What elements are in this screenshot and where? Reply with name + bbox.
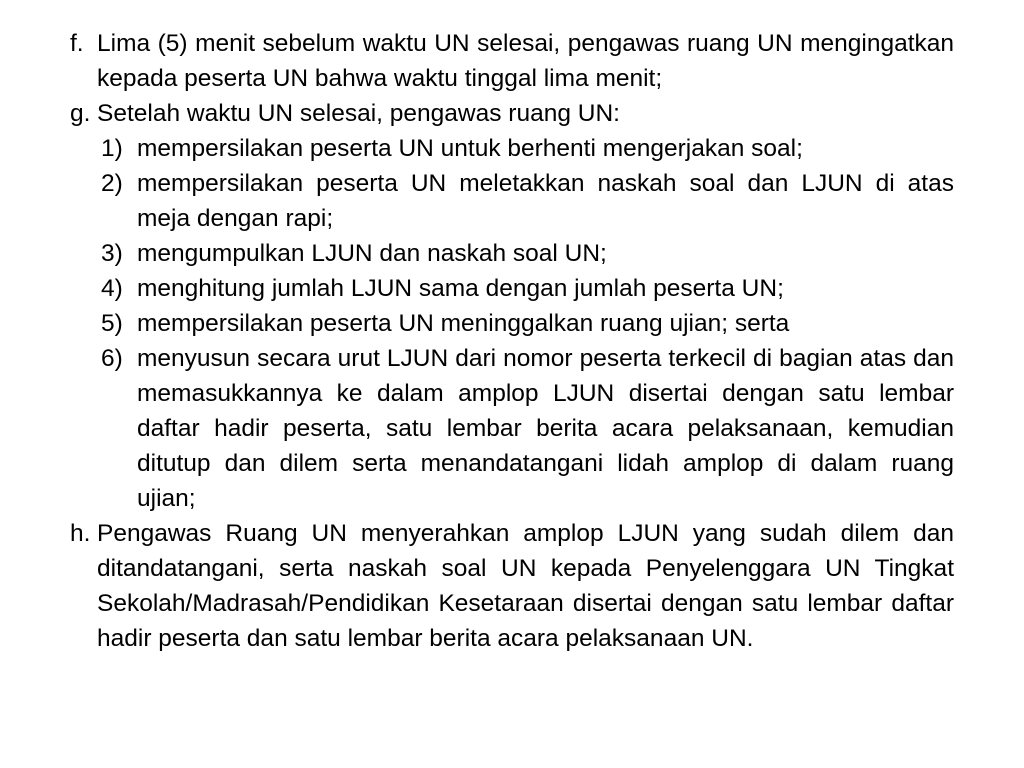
list-item-h xyxy=(70,516,954,656)
item-text: Lima (5) menit sebelum waktu UN selesai, pengawas ruang UN mengingatkan kepada peserta UN bahwa waktu tinggal lima menit; xyxy=(97,30,954,92)
item-text: Setelah waktu UN selesai, pengawas ruang UN: xyxy=(97,100,620,127)
sub-item-3 xyxy=(101,236,954,271)
sub-item-1 xyxy=(101,131,954,166)
sub-item-text: mempersilakan peserta UN meletakkan naskah soal dan LJUN di atas meja dengan rapi; xyxy=(137,170,954,232)
list-item-f xyxy=(70,26,954,96)
sub-item-2 xyxy=(101,166,954,236)
sub-item-label: 2) xyxy=(101,170,123,197)
list-item-g xyxy=(70,96,954,131)
item-text: Pengawas Ruang UN menyerahkan amplop LJUN yang sudah dilem dan ditandatangani, serta naskah soal UN kepada Penyelenggara UN Tingkat Sekolah/Madrasah/Pendidikan Kesetaraan disertai dengan satu lembar daftar hadir peserta dan satu lembar berita acara pelaksanaan UN. xyxy=(97,520,954,652)
sub-item-label: 4) xyxy=(101,275,123,302)
sub-item-text: mempersilakan peserta UN meninggalkan ruang ujian; serta xyxy=(137,310,790,337)
sub-item-label: 5) xyxy=(101,310,123,337)
item-label: f. xyxy=(70,30,84,57)
sub-item-text: menghitung jumlah LJUN sama dengan jumlah peserta UN; xyxy=(137,275,784,302)
sub-item-6 xyxy=(101,341,954,516)
item-label: h. xyxy=(70,520,91,547)
sub-item-5 xyxy=(101,306,954,341)
sub-item-label: 3) xyxy=(101,240,123,267)
sub-item-text: mempersilakan peserta UN untuk berhenti mengerjakan soal; xyxy=(137,135,803,162)
sub-item-text: mengumpulkan LJUN dan naskah soal UN; xyxy=(137,240,607,267)
sub-item-label: 1) xyxy=(101,135,123,162)
sub-item-text: menyusun secara urut LJUN dari nomor peserta terkecil di bagian atas dan memasukkannya ke dalam amplop LJUN disertai dengan satu lembar daftar hadir peserta, satu lembar berita acara pelaksanaan, kemudian ditutup dan dilem serta menandatangani lidah amplop di dalam ruang ujian; xyxy=(137,345,954,512)
item-label: g. xyxy=(70,100,91,127)
sub-item-label: 6) xyxy=(101,345,123,372)
sub-item-4 xyxy=(101,271,954,306)
